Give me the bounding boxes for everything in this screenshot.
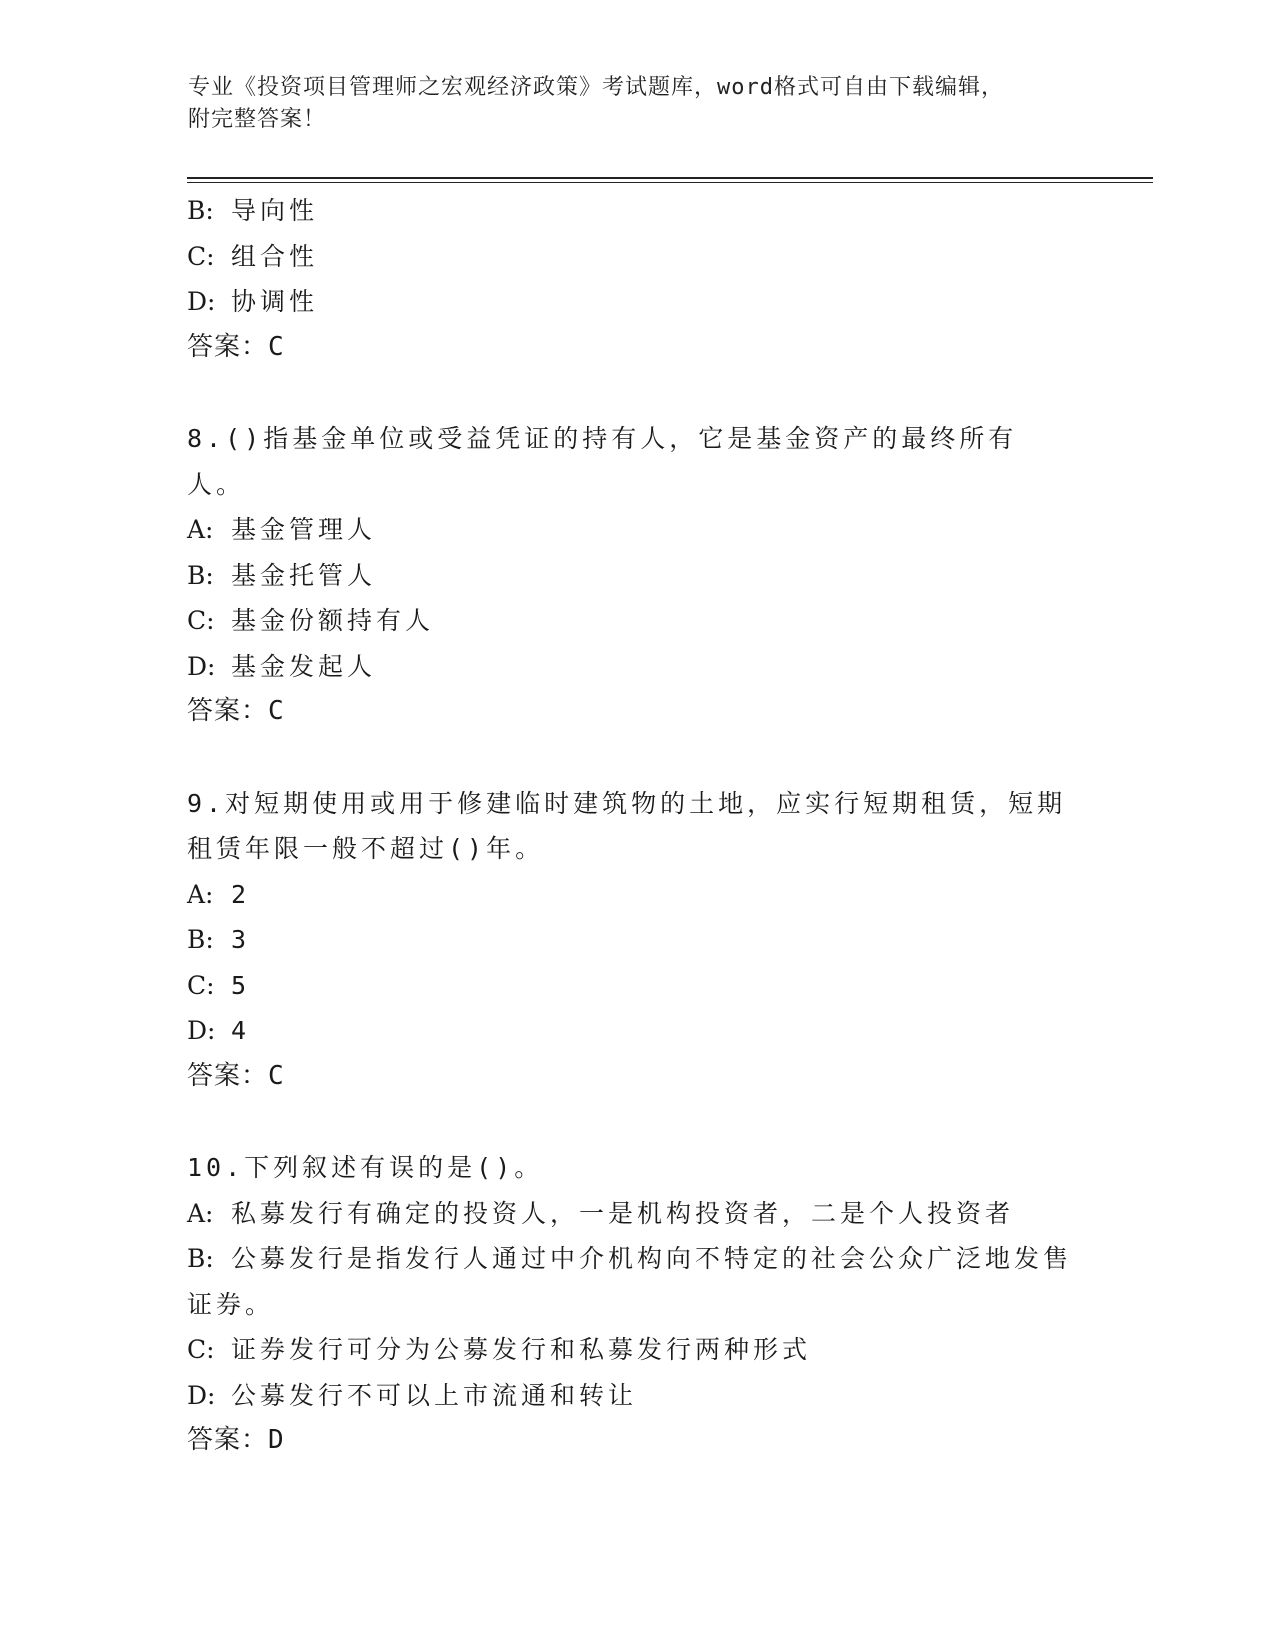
option-text: 私募发行有确定的投资人，一是机构投资者，二是个人投资者: [231, 1198, 1015, 1228]
option-b: [187, 188, 1087, 234]
option-c: [187, 598, 1087, 644]
spacer: [187, 1099, 1087, 1145]
option-text: 基金管理人: [231, 515, 377, 544]
option-label: C:: [187, 970, 215, 1000]
question-list: [187, 188, 1087, 1464]
option-label: A:: [187, 515, 214, 544]
option-b: [187, 917, 1087, 963]
option-text: 导向性: [231, 196, 319, 225]
answer-label: 答案：: [187, 331, 269, 362]
option-text: 基金份额持有人: [231, 606, 435, 635]
question-text-line-1: 9.对短期使用或用于修建临时建筑物的土地，应实行短期租赁，短期: [187, 788, 1067, 818]
document-header: [188, 72, 1088, 136]
option-text: 基金托管人: [231, 560, 377, 590]
option-label: B:: [187, 196, 214, 225]
option-label: C:: [187, 241, 215, 271]
spacer: [187, 735, 1087, 781]
header-divider-thin: [187, 182, 1153, 183]
header-line-2: 附完整答案！: [188, 107, 327, 132]
answer-line: [187, 689, 1087, 735]
option-text: 协调性: [231, 287, 319, 316]
option-text: 公募发行不可以上市流通和转让: [231, 1380, 638, 1410]
answer-label: 答案：: [187, 696, 269, 726]
option-label: D:: [187, 1380, 216, 1410]
answer-line: [187, 1054, 1087, 1100]
question-text-line-2: 租赁年限一般不超过()年。: [187, 834, 545, 863]
option-a: [187, 872, 1087, 918]
question-text: 10.下列叙述有误的是()。: [187, 1153, 544, 1182]
option-label: D:: [187, 1016, 216, 1045]
header-divider-thick: [187, 177, 1153, 179]
option-label: A:: [187, 1198, 214, 1228]
option-text: 组合性: [231, 241, 319, 271]
question-10: [187, 1145, 1087, 1464]
option-text: 公募发行是指发行人通过中介机构向不特定的社会公众广泛地发售: [231, 1244, 1073, 1273]
option-c: [187, 963, 1087, 1009]
option-text: 3: [231, 925, 251, 954]
option-label: C:: [187, 1335, 215, 1364]
option-b: [187, 1236, 1087, 1282]
option-d: [187, 644, 1087, 690]
option-d: [187, 1373, 1087, 1419]
question-text: 8.()指基金单位或受益凭证的持有人，它是基金资产的最终所有人。: [187, 424, 1018, 499]
option-text: 4: [231, 1016, 251, 1045]
answer-value: C: [268, 1060, 285, 1091]
answer-value: C: [268, 696, 285, 726]
option-text: 2: [231, 879, 251, 909]
option-label: B:: [187, 560, 214, 590]
option-d: [187, 279, 1087, 325]
option-text: 证券发行可分为公募发行和私募发行两种形式: [231, 1335, 812, 1364]
option-d: [187, 1008, 1087, 1054]
option-label: C:: [187, 606, 215, 635]
question-9: [187, 781, 1087, 1100]
answer-line: [187, 1418, 1087, 1464]
header-line-1: 专业《投资项目管理师之宏观经济政策》考试题库，word格式可自由下载编辑，: [188, 75, 1004, 100]
option-label: D:: [187, 287, 216, 316]
spacer: [187, 370, 1087, 416]
option-a: [187, 1191, 1087, 1237]
option-label: D:: [187, 651, 216, 681]
option-c: [187, 1327, 1087, 1373]
option-text: 基金发起人: [231, 651, 377, 681]
answer-line: [187, 325, 1087, 371]
answer-label: 答案：: [187, 1425, 269, 1455]
option-label: B:: [187, 1244, 214, 1273]
question-8: [187, 416, 1087, 735]
answer-value: D: [268, 1425, 285, 1455]
option-label: A:: [187, 879, 214, 909]
option-a: [187, 507, 1087, 553]
option-text: 5: [231, 970, 251, 1000]
question-7: [187, 188, 1087, 370]
answer-value: C: [268, 331, 285, 362]
option-label: B:: [187, 925, 214, 954]
answer-label: 答案：: [187, 1060, 269, 1091]
option-b-continuation: 证券。: [187, 1289, 275, 1319]
option-b: [187, 553, 1087, 599]
option-c: [187, 234, 1087, 280]
